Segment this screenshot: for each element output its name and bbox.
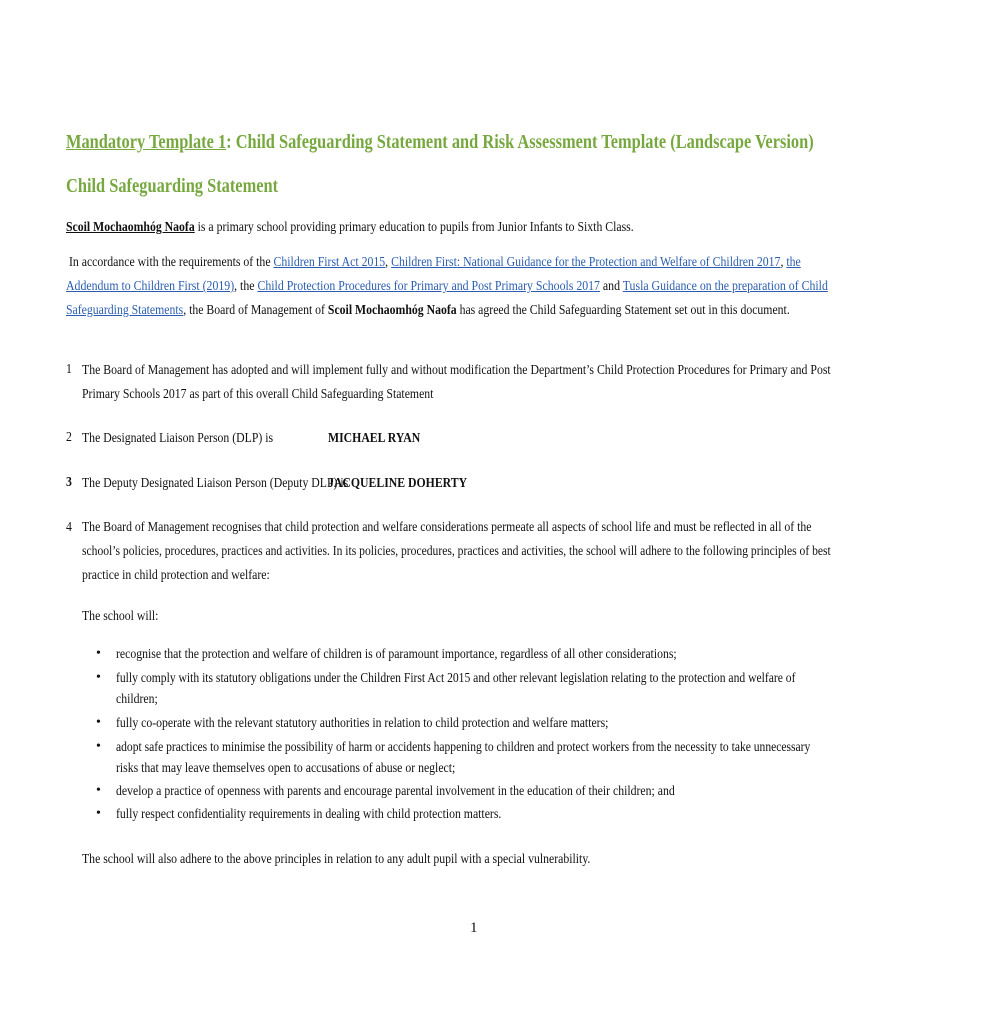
link-national-guidance[interactable]: Children First: National Guidance for the Protection and Welfare of Children 2017 (391, 255, 781, 270)
item-2-number: 2 (66, 430, 72, 445)
link-tusla-guidance-cont[interactable]: Safeguarding Statements (66, 303, 184, 318)
item-4-number: 4 (66, 520, 72, 535)
template-title-text: Child Safeguarding Statement and Risk Assessment Template (Landscape Version) (231, 132, 814, 153)
bullet-dot: • (96, 715, 101, 730)
intro-desc: is a primary school providing primary education to pupils from Junior Infants to Sixth Class. (194, 220, 634, 235)
template-colon: : (226, 132, 232, 153)
link-children-first-act[interactable]: Children First Act 2015 (273, 255, 386, 270)
item-1-number: 1 (66, 362, 72, 377)
accordance-paragraph: In accordance with the requirements of the Children First Act 2015, Children First: National Guidance for the Protection and Welfare of Children 2017, the Addendum to Children First (2019), the Child Protection Procedures for Primary and Post Primary Schools 2017 and Tusla Guidance on the preparation of Child Safeguarding Statements, the Board of Management of Scoil Mochaomhóg Naofa has agreed the Child Safeguarding Statement set out in this document. (66, 255, 828, 318)
dlp-label: The Designated Liaison Person (DLP) is (82, 431, 274, 446)
dlp-name: MICHAEL RYAN (328, 431, 421, 446)
template-title (66, 132, 956, 154)
bullet-dot: • (96, 806, 101, 821)
bullet-item-2: fully comply with its statutory obligations under the Children First Act 2015 and other relevant legislation relating to the protection and welfare of children; (116, 671, 796, 707)
school-name: Scoil Mochaomhóg Naofa (66, 220, 195, 235)
intro-paragraph (66, 219, 742, 237)
bullet-item-5: develop a practice of openness with parents and encourage parental involvement in the education of their children; and (116, 784, 675, 799)
deputy-dlp-label: The Deputy Designated Liaison Person (Deputy DLP) is (82, 476, 349, 491)
link-addendum[interactable]: Addendum to Children First (2019) (66, 279, 235, 294)
link-child-protection-procedures[interactable]: Child Protection Procedures for Primary and Post Primary Schools 2017 (257, 279, 600, 294)
bullet-dot: • (96, 670, 101, 685)
closing-statement: The school will also adhere to the above principles in relation to any adult pupil with a special vulnerability. (82, 852, 591, 867)
school-name-2: Scoil Mochaomhóg Naofa (327, 303, 457, 318)
bullet-item-3: fully co-operate with the relevant statutory authorities in relation to child protection and welfare matters; (116, 716, 609, 731)
page-number: 1 (470, 920, 478, 936)
item-4-text: The Board of Management recognises that child protection and welfare considerations permeate all aspects of school life and must be reflected in all of the school’s policies, procedures, practices and activities. In its policies, procedures, practices and activities, the school will adhere to the following principles of best practice in child protection and welfare: (82, 520, 831, 583)
deputy-dlp-name: JACQUELINE DOHERTY (328, 476, 468, 491)
bullet-item-1: recognise that the protection and welfare of children is of paramount importance, regardless of all other considerations; (116, 647, 677, 662)
item-3-number: 3 (66, 475, 72, 490)
section-title: Child Safeguarding Statement (66, 176, 279, 197)
link-addendum-part1[interactable]: the (786, 255, 801, 270)
bullet-dot: • (96, 739, 101, 754)
link-tusla-guidance[interactable]: Tusla Guidance on the preparation of Child (622, 279, 828, 294)
bullet-item-6: fully respect confidentiality requirements in dealing with child protection matters. (116, 807, 502, 822)
item-1-text: The Board of Management has adopted and will implement fully and without modification the Department’s Child Protection Procedures for Primary and Post Primary Schools 2017 as part of this overall Child Safeguarding Statement (82, 363, 831, 402)
bullet-dot: • (96, 646, 101, 661)
template-label: Mandatory Template 1 (66, 132, 227, 153)
bullet-item-4: adopt safe practices to minimise the possibility of harm or accidents happening to children and protect workers from the necessity to take unnecessary risks that may leave themselves open to accusations of abuse or neglect; (116, 740, 811, 776)
bullet-dot: • (96, 783, 101, 798)
school-will-heading: The school will: (82, 609, 159, 624)
